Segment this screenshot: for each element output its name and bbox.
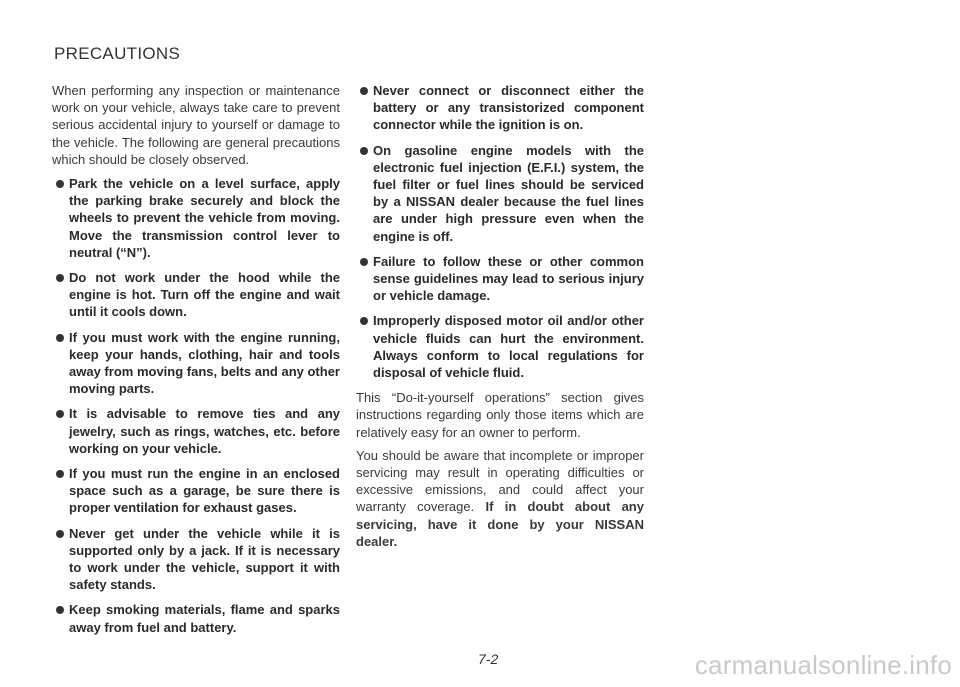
bullet-item	[52, 601, 340, 635]
servicing-paragraph	[356, 447, 644, 550]
bullet-text: If you must work with the engine running, keep your hands, clothing, hair and tools away from moving fans, belts and any other moving parts.	[69, 329, 340, 397]
bullet-text: Never get under the vehicle while it is supported only by a jack. If it is necessary to work under the vehicle, support it with safety stands.	[69, 525, 340, 593]
bullet-dot-icon	[56, 180, 64, 188]
bullet-dot-icon	[56, 470, 64, 478]
diy-paragraph: This “Do-it-yourself operations” section gives instructions regarding only those items which are relatively easy for an owner to perform.	[356, 390, 644, 440]
bullet-dot-icon	[56, 334, 64, 342]
bullet-text: On gasoline engine models with the electronic fuel injection (E.F.I.) system, the fuel filter or fuel lines should be serviced by a NISSAN dealer because the fuel lines are under high pressure even when the engine is off.	[373, 142, 644, 244]
bullet-item	[52, 405, 340, 457]
bullet-dot-icon	[360, 147, 368, 155]
bullet-item	[356, 312, 644, 381]
bullet-text: It is advisable to remove ties and any jewelry, such as rings, watches, etc. before working on your vehicle.	[69, 406, 340, 456]
bullet-dot-icon	[56, 530, 64, 538]
servicing-text: You should be aware that incomplete or improper servicing may result in operating difficulties or excessive emissions, and could affect your warranty coverage.	[356, 447, 644, 515]
bullet-item	[52, 269, 340, 321]
bullet-item	[52, 329, 340, 398]
bullet-item	[52, 175, 340, 261]
site-watermark: carmanualsonline.info	[694, 650, 952, 680]
intro-paragraph: When performing any inspection or maintenance work on your vehicle, always take care to prevent serious accidental injury to yourself or damage to the vehicle. The following are general precautions which should be closely observed.	[52, 83, 340, 167]
bullet-item	[356, 82, 644, 134]
bullet-text: If you must run the engine in an enclosed space such as a garage, be sure there is proper ventilation for exhaust gases.	[69, 466, 340, 516]
bullet-text: Never connect or disconnect either the battery or any transistorized component connector while the ignition is on.	[373, 83, 644, 133]
bullet-text: Park the vehicle on a level surface, apply the parking brake securely and block the wheels to prevent the vehicle from moving. Move the transmission control lever to neutral (“N”).	[69, 176, 340, 260]
bullet-dot-icon	[360, 87, 368, 95]
left-column	[52, 82, 340, 644]
bullet-dot-icon	[360, 317, 368, 325]
bullet-item	[356, 142, 644, 245]
page-number: 7-2	[478, 651, 499, 667]
right-column	[356, 82, 644, 556]
bullet-dot-icon	[56, 274, 64, 282]
bullet-text: Do not work under the hood while the engine is hot. Turn off the engine and wait until it cools down.	[69, 270, 340, 320]
page-title: PRECAUTIONS	[54, 44, 181, 63]
bullet-item	[52, 525, 340, 594]
servicing-emphasis: If in doubt about any servicing, have it done by your NISSAN dealer.	[356, 499, 644, 549]
bullet-item	[52, 465, 340, 517]
bullet-text: Improperly disposed motor oil and/or other vehicle fluids can hurt the environment. Always conform to local regulations for disposal of vehicle fluid.	[373, 313, 644, 381]
bullet-text: Failure to follow these or other common sense guidelines may lead to serious injury or vehicle damage.	[373, 253, 644, 304]
bullet-dot-icon	[56, 410, 64, 418]
bullet-item	[356, 253, 644, 305]
bullet-dot-icon	[360, 258, 368, 266]
bullet-text: Keep smoking materials, flame and sparks away from fuel and battery.	[69, 602, 340, 635]
bullet-dot-icon	[56, 606, 64, 614]
